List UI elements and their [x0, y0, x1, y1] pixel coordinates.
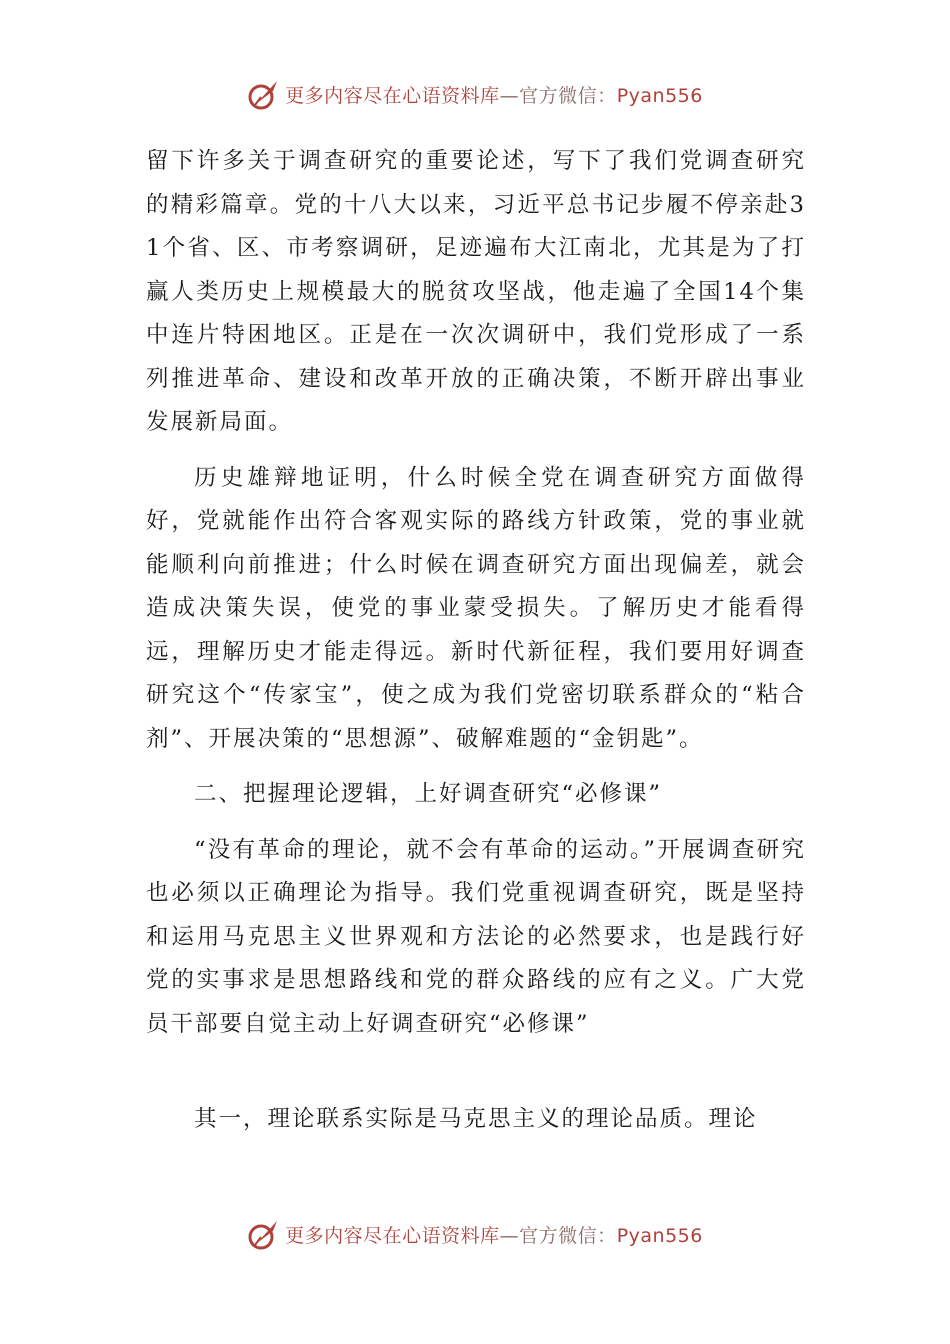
watermark-contact-id: Pyan556: [616, 84, 703, 107]
quill-logo-icon: [247, 1217, 281, 1251]
header-watermark: [0, 72, 950, 116]
document-body: [146, 140, 806, 1142]
paragraph-4: 其一，理论联系实际是马克思主义的理论品质。理论: [194, 1106, 758, 1132]
watermark-main: 更多内容尽在心语资料库: [285, 1224, 500, 1247]
quill-logo-icon: [247, 77, 281, 111]
paragraph-1: 留下许多关于调查研究的重要论述，写下了我们党调查研究的精彩篇章。党的十八大以来，习近平总书记步履不停亲赴31个省、区、市考察调研，足迹遍布大江南北，尤其是为了打赢人类历史上规模最大的脱贫攻坚战，他走遍了全国14个集中连片特困地区。正是在一次次调研中，我们党形成了一系列推进革命、建设和改革开放的正确决策，不断开辟出事业发展新局面。: [146, 148, 806, 435]
watermark-contact-id: Pyan556: [616, 1224, 703, 1247]
watermark-contact-label: 官方微信：: [519, 84, 617, 107]
watermark-dash: —: [499, 1224, 520, 1247]
section-heading: 二、把握理论逻辑，上好调查研究“必修课”: [194, 781, 663, 807]
paragraph-2: 历史雄辩地证明，什么时候全党在调查研究方面做得好，党就能作出符合客观实际的路线方针政策，党的事业就能顺利向前推进；什么时候在调查研究方面出现偏差，就会造成决策失误，使党的事业蒙受损失。了解历史才能看得远，理解历史才能走得远。新时代新征程，我们要用好调查研究这个“传家宝”，使之成为我们党密切联系群众的“粘合剂”、开展决策的“思想源”、破解难题的“金钥匙”。: [146, 464, 806, 752]
watermark-dash: —: [499, 84, 520, 107]
watermark-text: [285, 81, 703, 108]
watermark-contact-label: 官方微信：: [519, 1224, 617, 1247]
paragraph-3: “没有革命的理论，就不会有革命的运动。”开展调查研究也必须以正确理论为指导。我们党重视调查研究，既是坚持和运用马克思主义世界观和方法论的必然要求，也是践行好党的实事求是思想路线和党的群众路线的应有之义。广大党员干部要自觉主动上好调查研究“必修课”: [146, 836, 806, 1037]
watermark-main: 更多内容尽在心语资料库: [285, 84, 500, 107]
footer-watermark: [0, 1212, 950, 1256]
watermark-text: [285, 1221, 703, 1248]
